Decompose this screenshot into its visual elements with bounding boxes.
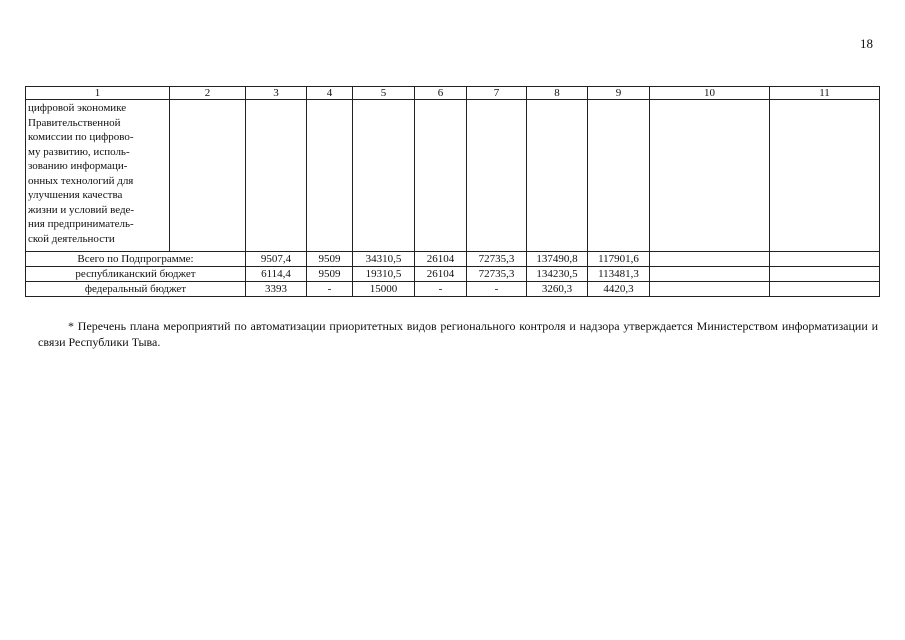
description-line: улучшения качества [28,189,123,201]
value-cell: 3393 [246,282,307,297]
description-line: цифровой экономике [28,102,127,114]
measure-description [26,100,170,252]
description-line: комиссии по цифрово- [28,131,134,143]
column-header: 7 [467,87,527,100]
empty-cell [770,100,880,252]
total-row [26,252,880,267]
description-line: онных технологий для [28,174,134,187]
value-cell [650,282,770,297]
description-row [26,100,880,252]
republican-budget-row [26,267,880,282]
column-header: 3 [246,87,307,100]
description-line: ской деятельности [28,232,115,245]
column-number-row [26,87,880,100]
empty-cell [307,100,353,252]
value-cell [770,282,880,297]
value-cell: 113481,3 [588,267,650,282]
column-header: 2 [170,87,246,100]
value-cell [650,267,770,282]
value-cell [650,252,770,267]
value-cell: 19310,5 [353,267,415,282]
empty-cell [246,100,307,252]
value-cell: 15000 [353,282,415,297]
value-cell: 72735,3 [467,267,527,282]
description-line: ния предприниматель- [28,218,134,230]
value-cell: 117901,6 [588,252,650,267]
description-line: му развитию, исполь- [28,145,130,158]
empty-cell [467,100,527,252]
page-number: 18 [860,36,873,51]
column-header: 6 [415,87,467,100]
row-label: федеральный бюджет [26,282,246,297]
value-cell: 6114,4 [246,267,307,282]
empty-cell [588,100,650,252]
value-cell: 9509 [307,267,353,282]
value-cell [770,252,880,267]
value-cell: 26104 [415,252,467,267]
value-cell: - [307,282,353,297]
value-cell: 4420,3 [588,282,650,297]
value-cell: - [467,282,527,297]
column-header: 8 [527,87,588,100]
row-label: Всего по Подпрограмме: [26,252,246,267]
value-cell: 26104 [415,267,467,282]
column-header: 9 [588,87,650,100]
column-header: 10 [650,87,770,100]
value-cell: 3260,3 [527,282,588,297]
column-header: 4 [307,87,353,100]
budget-table [25,86,880,297]
empty-cell [170,100,246,252]
value-cell: 72735,3 [467,252,527,267]
empty-cell [415,100,467,252]
value-cell: - [415,282,467,297]
federal-budget-row [26,282,880,297]
row-label: республиканский бюджет [26,267,246,282]
description-line: Правительственной [28,116,121,129]
description-line: зованию информаци- [28,160,128,172]
column-header: 1 [26,87,170,100]
empty-cell [353,100,415,252]
value-cell: 134230,5 [527,267,588,282]
column-header: 11 [770,87,880,100]
footnote: * Перечень плана мероприятий по автоматизации приоритетных видов регионального контроля и надзора утверждается Министерством информатизации и связи Республики Тыва. [38,319,878,349]
empty-cell [650,100,770,252]
empty-cell [527,100,588,252]
value-cell: 137490,8 [527,252,588,267]
column-header: 5 [353,87,415,100]
value-cell: 34310,5 [353,252,415,267]
value-cell [770,267,880,282]
value-cell: 9507,4 [246,252,307,267]
value-cell: 9509 [307,252,353,267]
description-line: жизни и условий веде- [28,203,135,216]
